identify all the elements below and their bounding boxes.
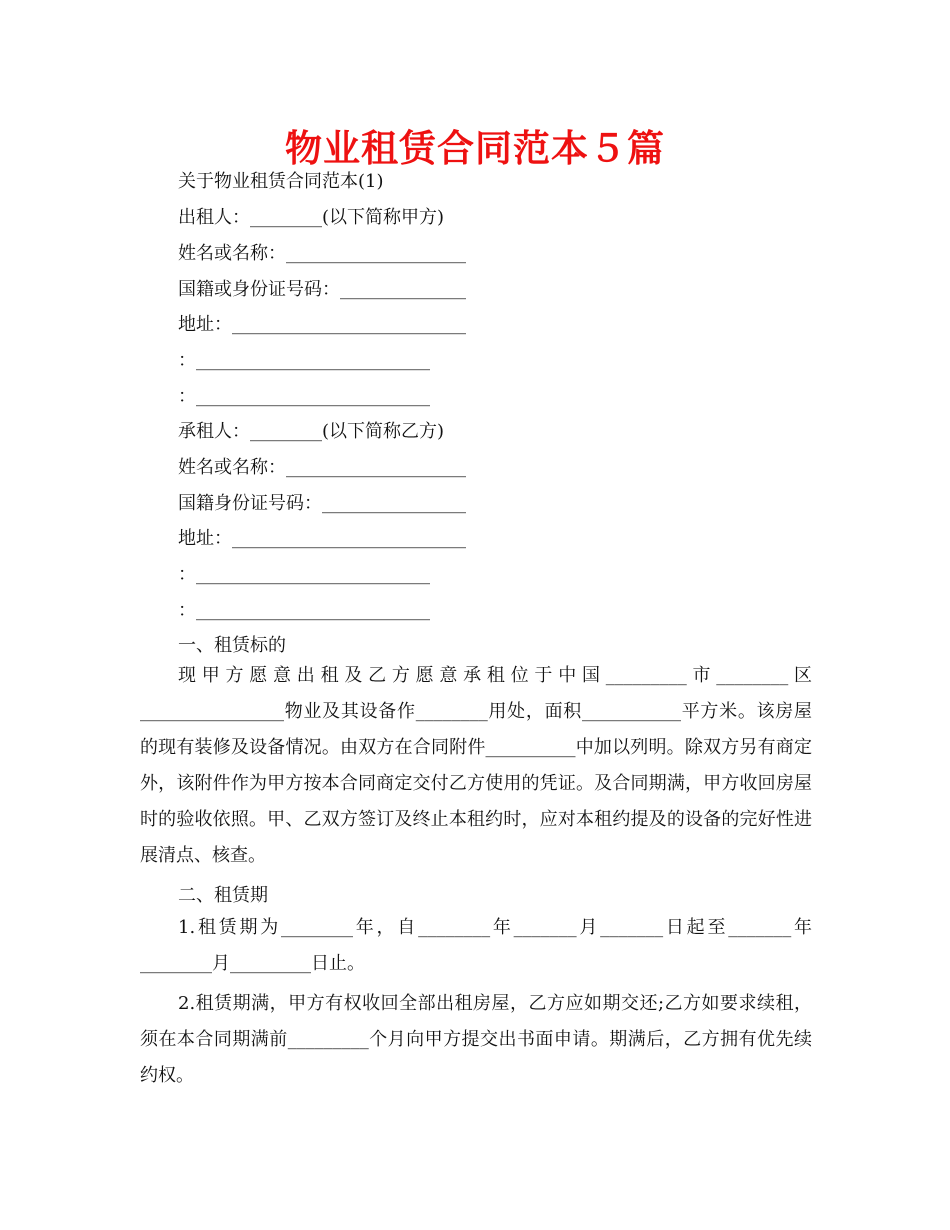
section-2-heading: 二、租赁期 bbox=[178, 885, 268, 906]
lessee-id-field: 国籍身份证号码：________________ bbox=[178, 493, 466, 514]
lessee-extra-field-1: ：__________________________ bbox=[178, 564, 430, 585]
lessor-heading: 出租人：________(以下简称甲方) bbox=[178, 207, 445, 228]
document-title: 物业租赁合同范本５篇 bbox=[285, 127, 665, 170]
section-1-paragraph: 现甲方愿意出租及乙方愿意承租位于中国_________市________区________________物业及其设备作________用处，面积___________平方米。该房屋的现有装修及设备情况。由双方在合同附件__________中加以列明。除双方另有商定外，该附件作为甲方按本合同商定交付乙方使用的凭证。及合同期满，甲方收回房屋时的验收依照。甲、乙双方签订及终止本租约时，应对本租约提及的设备的完好性进展清点、核查。 bbox=[140, 665, 812, 866]
lessor-extra-field-2: ：__________________________ bbox=[178, 386, 430, 407]
lessor-id-field: 国籍或身份证号码：______________ bbox=[178, 279, 466, 300]
lessor-extra-field-1: ：__________________________ bbox=[178, 350, 430, 371]
lessee-extra-field-2: ：__________________________ bbox=[178, 600, 430, 621]
lessee-name-field: 姓名或名称：____________________ bbox=[178, 457, 466, 478]
section-1-heading: 一、租赁标的 bbox=[178, 635, 286, 656]
lessee-heading: 承租人：________(以下简称乙方) bbox=[178, 421, 445, 442]
lessor-name-field: 姓名或名称：____________________ bbox=[178, 243, 466, 264]
lessee-address-field: 地址：__________________________ bbox=[178, 528, 466, 549]
lessor-address-field: 地址：__________________________ bbox=[178, 314, 466, 335]
section-2-item-1: 1.租赁期为________年，自________年_______月_______日起至_______年________月_________日止。 bbox=[140, 917, 812, 974]
contract-subtitle: 关于物业租赁合同范本(1) bbox=[178, 171, 384, 192]
section-2-item-2: 2.租赁期满，甲方有权收回全部出租房屋，乙方应如期交还;乙方如要求续租，须在本合同期满前_________个月向甲方提交出书面申请。期满后，乙方拥有优先续约权。 bbox=[140, 993, 812, 1086]
